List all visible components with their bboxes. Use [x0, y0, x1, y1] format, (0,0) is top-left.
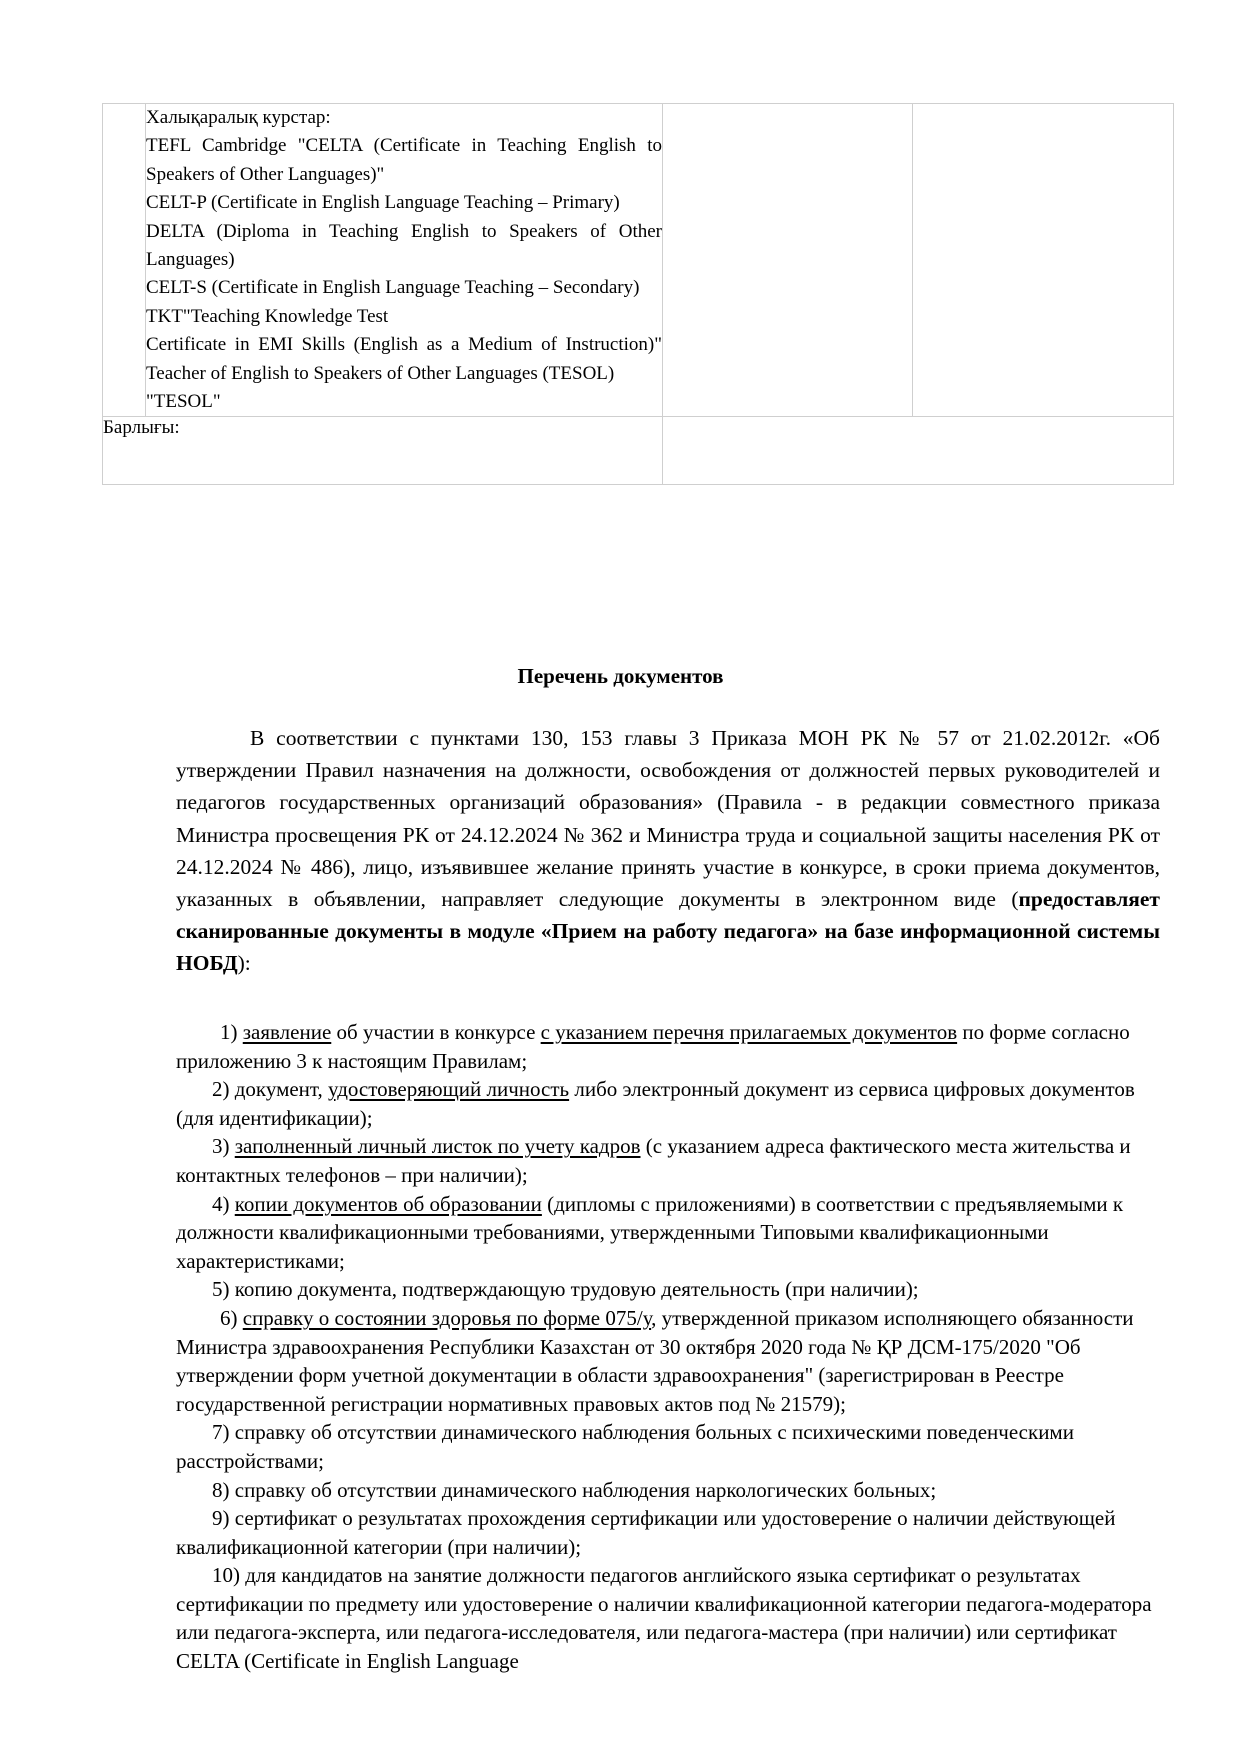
section-title: Перечень документов	[517, 664, 724, 688]
table-row	[103, 417, 1174, 485]
item-underlined-text: с указанием перечня прилагаемых документов	[540, 1020, 958, 1044]
course-line: Халықаралық курстар:	[146, 107, 331, 128]
list-item	[176, 1018, 1160, 1075]
list-item	[176, 1075, 1160, 1132]
course-line: TKT"Teaching Knowledge Test	[146, 305, 389, 327]
item-number: 2)	[212, 1077, 230, 1102]
item-underlined-text: удостоверяющий личность	[328, 1077, 570, 1102]
course-line: DELTA (Diploma in Teaching English to Speakers of Other Languages)	[146, 220, 662, 271]
table-cell-empty	[913, 104, 1174, 417]
list-item	[176, 1190, 1160, 1276]
international-courses-cell	[146, 104, 663, 417]
item-number: 10)	[212, 1563, 240, 1588]
item-number: 1)	[220, 1020, 238, 1044]
course-line: TEFL Cambridge "CELTA (Certificate in Teaching English to Speakers of Other Languages)"	[146, 135, 662, 185]
item-text: документ,	[229, 1077, 329, 1102]
intro-bold-text: предоставляет сканированные документы в модуле «Прием на работу педагога» на базе информационной системы НОБД	[176, 887, 1160, 976]
item-text: (с указанием адреса фактического места жительства и контактных телефонов – при наличии);	[176, 1134, 1131, 1187]
item-text: справку об отсутствии динамического наблюдения больных с психическими поведенческими расстройствами;	[176, 1420, 1074, 1473]
item-number: 5)	[212, 1277, 230, 1302]
item-number: 4)	[212, 1191, 230, 1216]
item-underlined-text: справку о состоянии здоровья по форме 075/у	[242, 1305, 652, 1330]
total-label: Барлығы:	[103, 417, 663, 485]
item-text: (дипломы с приложениями) в соответствии с предъявляемыми к должности квалификационными требованиями, утвержденными Типовыми квалификационными характеристиками;	[176, 1191, 1124, 1273]
list-item	[176, 1504, 1160, 1561]
table-cell-number	[103, 104, 146, 417]
item-text: для кандидатов на занятие должности педагогов английского языка сертификат о результатах сертификации по предмету или удостоверение о наличии квалификационной категории педагога-модератора или педагога-эксперта, или педагога-исследователя, или педагога-мастера (при наличии) или сертификат CELTA (Certificate in English Language	[176, 1563, 1152, 1674]
course-line: CELT-S (Certificate in English Language Teaching – Secondary)	[146, 277, 640, 299]
item-text: об участии в конкурсе	[331, 1020, 541, 1044]
intro-paragraph	[176, 722, 1160, 980]
list-item	[176, 1476, 1160, 1505]
list-item	[176, 1275, 1160, 1304]
table-cell-empty	[663, 104, 913, 417]
item-number: 9)	[212, 1506, 230, 1531]
list-item	[176, 1418, 1160, 1475]
item-number: 7)	[212, 1420, 230, 1445]
item-number: 8)	[212, 1477, 230, 1502]
intro-end: ):	[237, 951, 251, 976]
item-text: , утвержденной приказом исполняющего обязанности Министра здравоохранения Республики Казахстан от 30 октября 2020 года № ҚР ДСМ-175/2020 "Об утверждении форм учетной документации в области здравоохранения" (зарегистрирован в Реестре государственной регистрации нормативных правовых актов под № 21579);	[176, 1305, 1134, 1416]
table-row	[103, 104, 1174, 417]
item-text: копию документа, подтверждающую трудовую деятельность (при наличии);	[229, 1277, 919, 1302]
item-text: справку об отсутствии динамического наблюдения наркологических больных;	[229, 1477, 937, 1502]
item-underlined-text: копии документов об образовании	[234, 1191, 542, 1216]
list-item	[176, 1561, 1160, 1675]
item-number: 6)	[220, 1305, 238, 1330]
item-number: 3)	[212, 1134, 230, 1159]
course-line: "TESOL"	[146, 391, 221, 413]
course-line: CELT-P (Certificate in English Language Teaching – Primary)	[146, 192, 620, 214]
course-line: Certificate in EMI Skills (English as a Medium of Instruction)" Teacher of English to Speakers of Other Languages (TESOL)	[146, 334, 662, 384]
item-underlined-text: заполненный личный листок по учету кадров	[234, 1134, 641, 1159]
list-item	[176, 1304, 1160, 1418]
total-value-cell	[663, 417, 1174, 485]
list-item	[176, 1132, 1160, 1189]
item-text: по форме согласно приложению 3 к настоящим Правилам;	[176, 1020, 1130, 1073]
intro-text: В соответствии с пунктами 130, 153 главы 3 Приказа МОН РК № 57 от 21.02.2012г. «Об утверждении Правил назначения на должности, освобождения от должностей первых руководителей и педагогов государственных организаций образования» (Правила - в редакции совместного приказа Министра просвещения РК от 24.12.2024 № 362 и Министра труда и социальной защиты населения РК от 24.12.2024 № 486), лицо, изъявившее желание принять участие в конкурсе, в сроки приема документов, указанных в объявлении, направляет следующие документы в электронном виде (	[176, 726, 1160, 912]
item-text: сертификат о результатах прохождения сертификации или удостоверение о наличии действующей квалификационной категории (при наличии);	[176, 1506, 1116, 1559]
item-underlined-text: заявление	[242, 1020, 332, 1044]
item-text: либо электронный документ из сервиса цифровых документов (для идентификации);	[176, 1077, 1135, 1130]
courses-table	[102, 103, 1174, 485]
documents-list	[176, 1018, 1160, 1676]
